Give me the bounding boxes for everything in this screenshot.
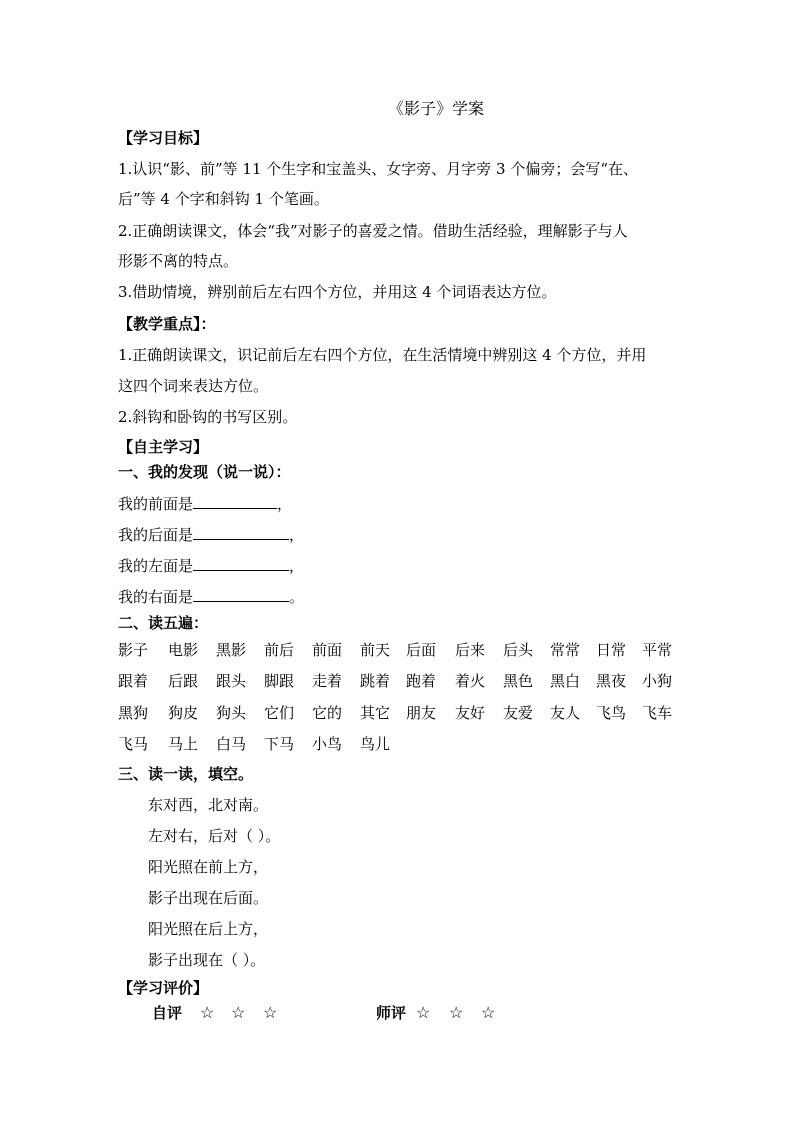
vocab-word: 电影 bbox=[168, 641, 199, 659]
fill-blank[interactable] bbox=[193, 587, 289, 602]
vocab-word: 黑狗 bbox=[118, 704, 149, 722]
vocab-word: 狗皮 bbox=[168, 704, 199, 722]
vocab-word: 鸟儿 bbox=[360, 735, 391, 753]
vocab-word: 脚跟 bbox=[264, 672, 295, 690]
part2-heading: 二、读五遍： bbox=[118, 614, 209, 632]
vocab-word: 常常 bbox=[550, 641, 581, 659]
vocab-word: 日常 bbox=[596, 641, 627, 659]
sentence-prefix: 我的左面是 bbox=[118, 557, 194, 575]
fill-blank[interactable] bbox=[193, 525, 289, 540]
vocab-word: 它们 bbox=[264, 704, 295, 722]
blank-sentence bbox=[118, 587, 304, 607]
vocab-word: 飞车 bbox=[642, 704, 673, 722]
vocab-word: 黑色 bbox=[503, 672, 534, 690]
poem-line: 阳光照在前上方， bbox=[148, 858, 269, 876]
vocab-word: 后来 bbox=[455, 641, 486, 659]
poem-line: 阳光照在后上方， bbox=[148, 920, 269, 938]
focus-line: 1.正确朗读课文，识记前后左右四个方位，在生活情境中辨别这 4 个方位，并用 bbox=[118, 346, 647, 364]
blank-sentence bbox=[118, 556, 304, 576]
vocab-word: 影子 bbox=[118, 641, 149, 659]
part1-heading: 一、我的发现（说一说）： bbox=[118, 463, 291, 481]
vocab-word: 跟头 bbox=[216, 672, 247, 690]
vocab-word: 平常 bbox=[642, 641, 673, 659]
vocab-word: 小狗 bbox=[642, 672, 673, 690]
star-icon[interactable]: ☆ bbox=[481, 1003, 496, 1022]
vocab-word: 前天 bbox=[360, 641, 391, 659]
star-icon[interactable]: ☆ bbox=[416, 1003, 431, 1022]
part3-heading: 三、读一读，填空。 bbox=[118, 765, 254, 783]
sentence-prefix: 我的右面是 bbox=[118, 588, 194, 606]
star-icon[interactable]: ☆ bbox=[449, 1003, 464, 1022]
sentence-suffix: ， bbox=[277, 495, 293, 513]
vocab-word: 狗头 bbox=[216, 704, 247, 722]
poem-line: 影子出现在（ ）。 bbox=[148, 951, 266, 969]
blank-sentence bbox=[118, 525, 304, 545]
vocab-word: 下马 bbox=[264, 735, 295, 753]
page-title: 《影子》学案 bbox=[388, 99, 485, 118]
vocab-word: 前面 bbox=[312, 641, 343, 659]
poem-line: 影子出现在后面。 bbox=[148, 889, 269, 907]
vocab-word: 黑白 bbox=[550, 672, 581, 690]
poem-line: 左对右，后对（ ）。 bbox=[148, 827, 281, 845]
goals-line: 2.正确朗读课文，体会“我”对影子的喜爱之情。借助生活经验，理解影子与人 bbox=[118, 222, 628, 240]
vocab-word: 友好 bbox=[455, 704, 486, 722]
star-icon[interactable]: ☆ bbox=[263, 1003, 278, 1022]
evaluation-heading: 【学习评价】 bbox=[118, 979, 209, 997]
self-evaluation-label: 自评 bbox=[152, 1004, 183, 1022]
vocab-word: 跳着 bbox=[360, 672, 391, 690]
fill-blank[interactable] bbox=[193, 556, 289, 571]
vocab-word: 其它 bbox=[360, 704, 391, 722]
vocab-word: 跑着 bbox=[406, 672, 437, 690]
poem-line: 东对西，北对南。 bbox=[148, 796, 269, 814]
goals-line: 形影不离的特点。 bbox=[118, 252, 239, 270]
vocab-word: 黑夜 bbox=[596, 672, 627, 690]
sentence-prefix: 我的前面是 bbox=[118, 495, 194, 513]
focus-heading: 【教学重点】： bbox=[118, 315, 216, 333]
vocab-word: 前后 bbox=[264, 641, 295, 659]
vocab-word: 友人 bbox=[550, 704, 581, 722]
goals-heading: 【学习目标】 bbox=[118, 129, 209, 147]
focus-line: 这四个词来表达方位。 bbox=[118, 377, 269, 395]
teacher-evaluation-label: 师评 bbox=[376, 1004, 407, 1022]
star-icon[interactable]: ☆ bbox=[231, 1003, 246, 1022]
vocab-word: 它的 bbox=[312, 704, 343, 722]
vocab-word: 友爱 bbox=[503, 704, 534, 722]
vocab-word: 黑影 bbox=[216, 641, 247, 659]
sentence-prefix: 我的后面是 bbox=[118, 526, 194, 544]
vocab-word: 着火 bbox=[455, 672, 486, 690]
vocab-word: 朋友 bbox=[406, 704, 437, 722]
goals-line: 1.认识“影、前”等 11 个生字和宝盖头、女字旁、月字旁 3 个偏旁；会写“在、 bbox=[118, 160, 639, 178]
sentence-suffix: ， bbox=[289, 526, 305, 544]
fill-blank[interactable] bbox=[193, 494, 277, 509]
vocab-word: 小鸟 bbox=[312, 735, 343, 753]
sentence-suffix: 。 bbox=[289, 588, 305, 606]
star-icon[interactable]: ☆ bbox=[200, 1003, 215, 1022]
vocab-word: 跟着 bbox=[118, 672, 149, 690]
goals-line: 后”等 4 个字和斜钩 1 个笔画。 bbox=[118, 190, 329, 208]
sentence-suffix: ， bbox=[289, 557, 305, 575]
vocab-word: 飞马 bbox=[118, 735, 149, 753]
vocab-word: 飞鸟 bbox=[596, 704, 627, 722]
self-study-heading: 【自主学习】 bbox=[118, 438, 209, 456]
vocab-word: 后头 bbox=[503, 641, 534, 659]
goals-line: 3.借助情境，辨别前后左右四个方位，并用这 4 个词语表达方位。 bbox=[118, 283, 557, 301]
focus-line: 2.斜钩和卧钩的书写区别。 bbox=[118, 408, 298, 426]
vocab-word: 后跟 bbox=[168, 672, 199, 690]
blank-sentence bbox=[118, 494, 292, 514]
vocab-word: 走着 bbox=[312, 672, 343, 690]
vocab-word: 白马 bbox=[216, 735, 247, 753]
vocab-word: 后面 bbox=[406, 641, 437, 659]
vocab-word: 马上 bbox=[168, 735, 199, 753]
